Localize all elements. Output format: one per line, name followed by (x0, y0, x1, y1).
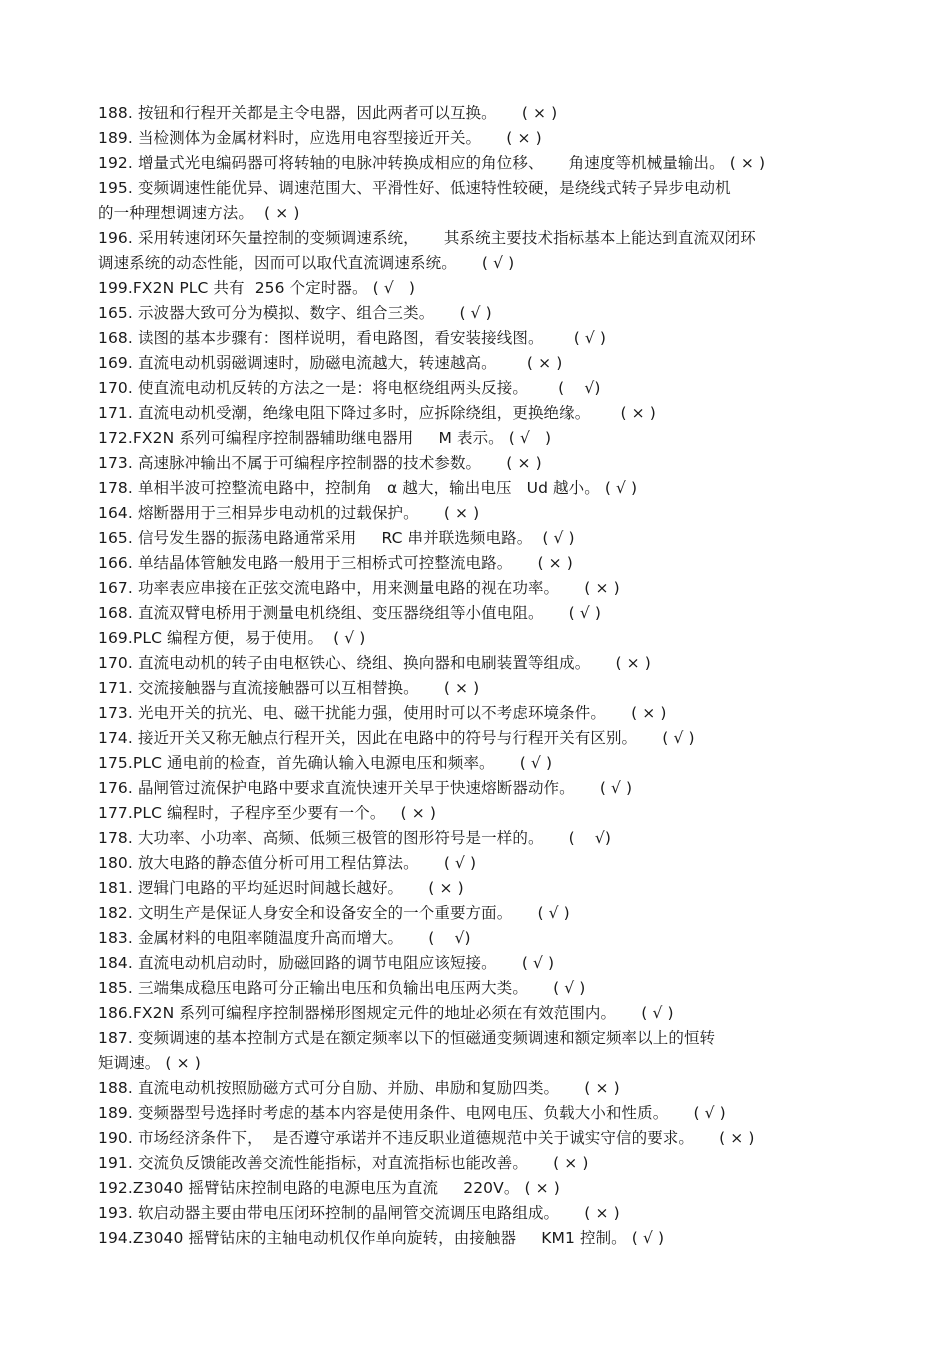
question-line: 182. 文明生产是保证人身安全和设备安全的一个重要方面。 ( √ ) (98, 904, 570, 922)
question-line: 192.Z3040 摇臂钻床控制电路的电源电压为直流 220V。 ( × ) (98, 1179, 560, 1197)
question-line: 195. 变频调速性能优异、调速范围大、平滑性好、低速特性较硬，是绕线式转子异步电动机 (98, 179, 731, 197)
question-line: 175.PLC 通电前的检查，首先确认输入电源电压和频率。 ( √ ) (98, 754, 553, 772)
question-line: 169. 直流电动机弱磁调速时，励磁电流越大，转速越高。 ( × ) (98, 354, 563, 372)
question-line: 173. 高速脉冲输出不属于可编程序控制器的技术参数。 ( × ) (98, 454, 542, 472)
question-line: 183. 金属材料的电阻率随温度升高而增大。 ( √) (98, 929, 471, 947)
question-line: 193. 软启动器主要由带电压闭环控制的晶闸管交流调压电路组成。 ( × ) (98, 1204, 620, 1222)
question-line: 165. 示波器大致可分为模拟、数字、组合三类。 ( √ ) (98, 304, 492, 322)
question-line: 168. 直流双臂电桥用于测量电机绕组、变压器绕组等小值电阻。 ( √ ) (98, 604, 602, 622)
question-line: 188. 直流电动机按照励磁方式可分自励、并励、串励和复励四类。 ( × ) (98, 1079, 620, 1097)
question-line: 171. 直流电动机受潮，绝缘电阻下降过多时，应拆除绕组，更换绝缘。 ( × ) (98, 404, 656, 422)
question-line: 189. 当检测体为金属材料时，应选用电容型接近开关。 ( × ) (98, 129, 542, 147)
question-line: 187. 变频调速的基本控制方式是在额定频率以下的恒磁通变频调速和额定频率以上的恒转 (98, 1029, 716, 1047)
question-line: 167. 功率表应串接在正弦交流电路中，用来测量电路的视在功率。 ( × ) (98, 579, 620, 597)
question-line: 180. 放大电路的静态值分析可用工程估算法。 ( √ ) (98, 854, 477, 872)
question-line: 的一种理想调速方法。 ( × ) (98, 204, 300, 222)
question-line: 172.FX2N 系列可编程序控制器辅助继电器用 M 表示。 ( √ ) (98, 429, 552, 447)
question-line: 181. 逻辑门电路的平均延迟时间越长越好。 ( × ) (98, 879, 464, 897)
question-line: 191. 交流负反馈能改善交流性能指标，对直流指标也能改善。 ( × ) (98, 1154, 589, 1172)
question-line: 矩调速。 ( × ) (98, 1054, 201, 1072)
question-line: 166. 单结晶体管触发电路一般用于三相桥式可控整流电路。 ( × ) (98, 554, 573, 572)
question-list (98, 101, 878, 1251)
question-line: 196. 采用转速闭环矢量控制的变频调速系统， 其系统主要技术指标基本上能达到直流双闭环 (98, 229, 756, 247)
question-line: 194.Z3040 摇臂钻床的主轴电动机仅作单向旋转，由接触器 KM1 控制。 ( √ ) (98, 1229, 665, 1247)
question-line: 188. 按钮和行程开关都是主令电器，因此两者可以互换。 ( × ) (98, 104, 558, 122)
question-line: 178. 单相半波可控整流电路中，控制角 α 越大，输出电压 Ud 越小。 ( √ ) (98, 479, 638, 497)
question-line: 174. 接近开关又称无触点行程开关，因此在电路中的符号与行程开关有区别。 ( √ ) (98, 729, 695, 747)
question-line: 186.FX2N 系列可编程序控制器梯形图规定元件的地址必须在有效范围内。 ( √ ) (98, 1004, 674, 1022)
question-line: 169.PLC 编程方便，易于使用。 ( √ ) (98, 629, 366, 647)
question-line: 调速系统的动态性能，因而可以取代直流调速系统。 ( √ ) (98, 254, 515, 272)
question-line: 170. 使直流电动机反转的方法之一是：将电枢绕组两头反接。 ( √) (98, 379, 601, 397)
question-line: 199.FX2N PLC 共有 256 个定时器。 ( √ ) (98, 279, 416, 297)
question-line: 168. 读图的基本步骤有：图样说明，看电路图，看安装接线图。 ( √ ) (98, 329, 607, 347)
question-line: 178. 大功率、小功率、高频、低频三极管的图形符号是一样的。 ( √) (98, 829, 612, 847)
question-line: 185. 三端集成稳压电路可分正输出电压和负输出电压两大类。 ( √ ) (98, 979, 586, 997)
question-line: 165. 信号发生器的振荡电路通常采用 RC 串并联选频电路。 ( √ ) (98, 529, 575, 547)
question-line: 192. 增量式光电编码器可将转轴的电脉冲转换成相应的角位移、 角速度等机械量输出。 ( × ) (98, 154, 766, 172)
question-line: 177.PLC 编程时，子程序至少要有一个。 ( × ) (98, 804, 436, 822)
question-line: 190. 市场经济条件下， 是否遵守承诺并不违反职业道德规范中关于诚实守信的要求。 ( × ) (98, 1129, 755, 1147)
question-line: 170. 直流电动机的转子由电枢铁心、绕组、换向器和电刷装置等组成。 ( × ) (98, 654, 651, 672)
question-line: 164. 熔断器用于三相异步电动机的过载保护。 ( × ) (98, 504, 480, 522)
question-line: 176. 晶闸管过流保护电路中要求直流快速开关早于快速熔断器动作。 ( √ ) (98, 779, 633, 797)
question-line: 171. 交流接触器与直流接触器可以互相替换。 ( × ) (98, 679, 480, 697)
question-line: 173. 光电开关的抗光、电、磁干扰能力强，使用时可以不考虑环境条件。 ( × ) (98, 704, 667, 722)
question-line: 189. 变频器型号选择时考虑的基本内容是使用条件、电网电压、负载大小和性质。 ( √ ) (98, 1104, 726, 1122)
question-line: 184. 直流电动机启动时，励磁回路的调节电阻应该短接。 ( √ ) (98, 954, 555, 972)
